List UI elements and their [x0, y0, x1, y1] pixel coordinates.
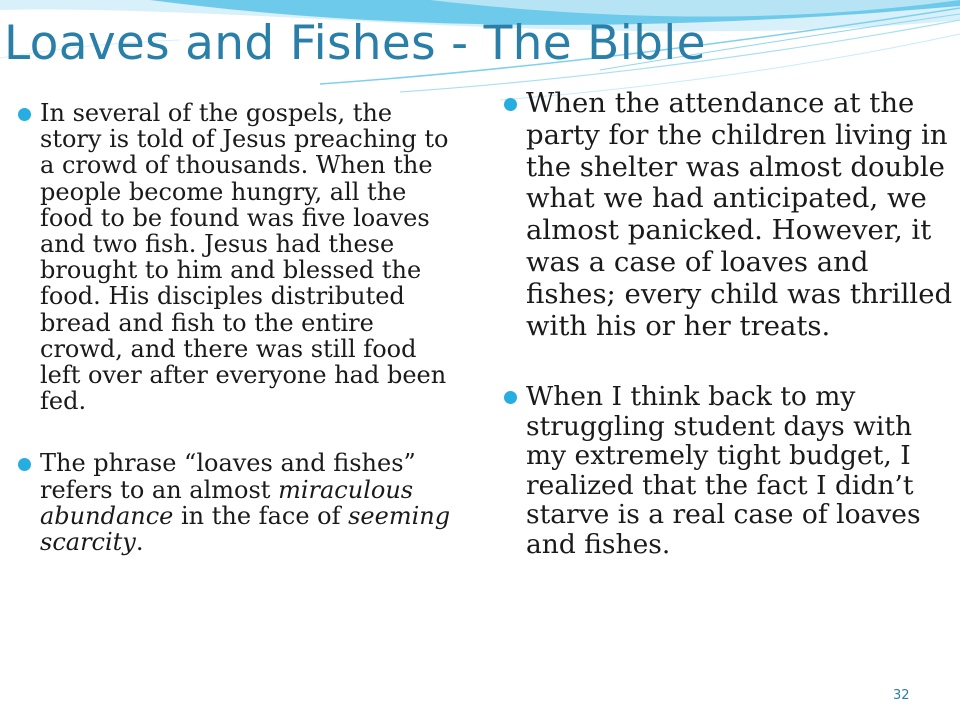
emphasis-seeming-scarcity: seeming scarcity [40, 501, 451, 557]
left-bullet-item-phrase-meaning [40, 450, 458, 555]
right-bullet-item-party [526, 88, 954, 342]
bullet-dot-icon [18, 458, 31, 471]
right-bullet-list [526, 88, 954, 559]
right-bullet-text-1: When the attendance at the party for the children living in the shelter was almost double what we had anticipated, we almost panicked. However, it was a case of loaves and fishes; every child was thrilled with his or her treats. [526, 87, 953, 342]
bullet-dot-icon [504, 98, 517, 111]
left-bullet-list [40, 100, 458, 555]
bullet-dot-icon [18, 108, 31, 121]
right-bullet-item-student-days [526, 382, 954, 559]
left-bullet-text-2-part3: . [135, 528, 144, 557]
emphasis-miraculous-abundance: miraculous abundance [40, 475, 414, 530]
slide-title: Loaves and Fishes - The Bible [4, 16, 706, 71]
left-bullet-text-2-part1: The phrase “loaves and fishes” refers to an almost [40, 449, 416, 504]
bullet-dot-icon [504, 391, 517, 404]
left-bullet-text-1: In several of the gospels, the story is told of Jesus preaching to a crowd of thousands. When the people become hungry, all the food to be found was five loaves and two fish. Jesus had these brought to him and blessed the food. His disciples distributed bread and fish to the entire crowd, and there was still food left over after everyone had been fed. [40, 99, 449, 416]
left-bullet-text-2-part2: in the face of [173, 501, 349, 530]
right-bullet-text-2: When I think back to my struggling student days with my extremely tight budget, I realized that the fact I didn’t starve is a real case of loaves and fishes. [526, 381, 921, 560]
left-bullet-item-gospel-story [40, 100, 458, 414]
slide-page-number: 32 [893, 688, 910, 703]
